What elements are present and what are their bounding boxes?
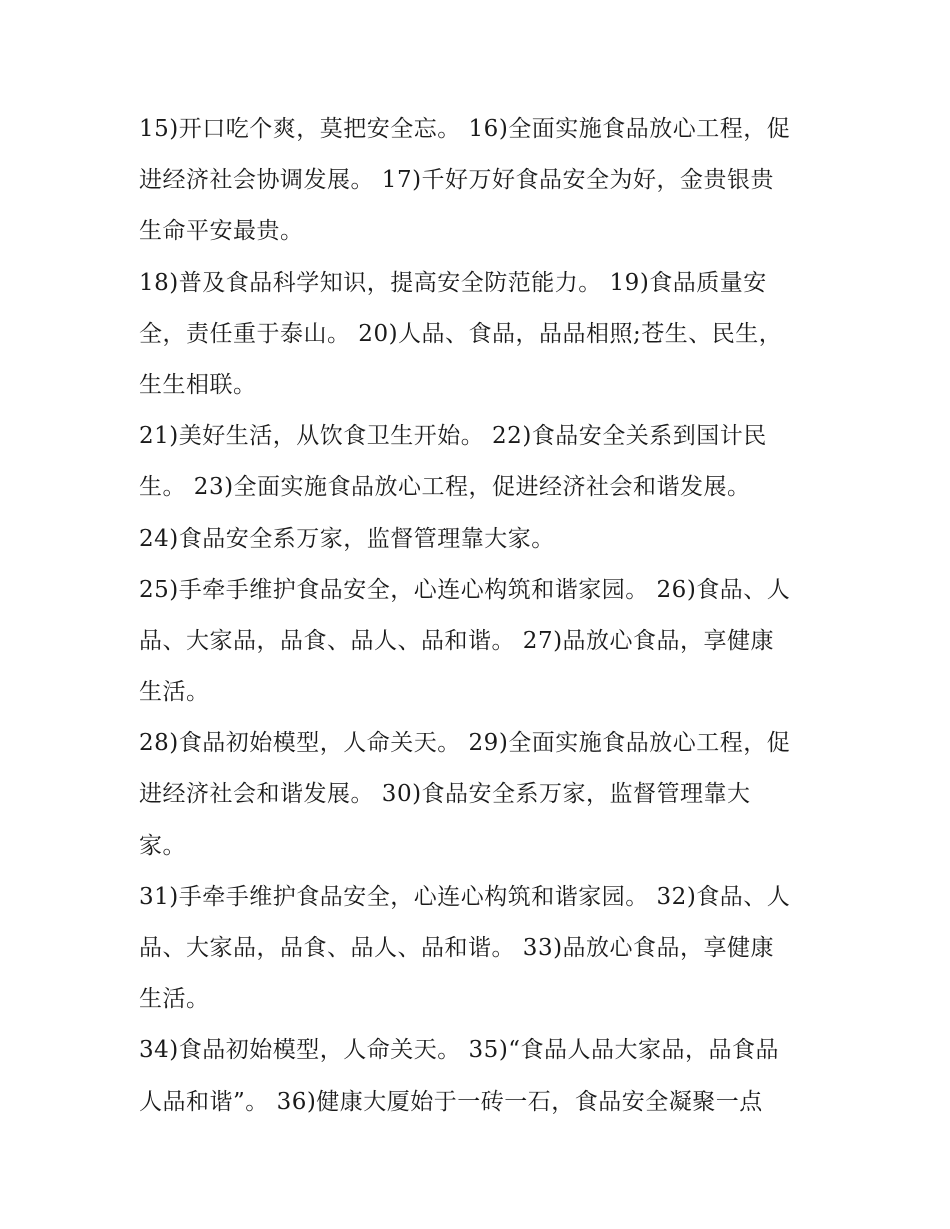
- text-line: 18)普及食品科学知识，提高安全防范能力。 19)食品质量安: [139, 269, 767, 296]
- text-line: 34)食品初始模型，人命关天。 35)“食品人品大家品，品食品: [139, 1037, 780, 1064]
- paragraph-25-27: [139, 565, 819, 719]
- text-line: 21)美好生活，从饮食卫生开始。 22)食品安全关系到国计民: [139, 423, 767, 450]
- text-line: 28)食品初始模型，人命关天。 29)全面实施食品放心工程，促: [139, 730, 791, 757]
- text-line: 品、大家品，品食、品人、品和谐。 33)品放心食品，享健康: [139, 935, 775, 961]
- text-line: 生。 23)全面实施食品放心工程，促进经济社会和谐发展。: [139, 474, 751, 501]
- text-line: 15)开口吃个爽，莫把安全忘。 16)全面实施食品放心工程，促: [139, 116, 791, 142]
- text-line: 进经济社会协调发展。 17)千好万好食品安全为好，金贵银贵: [139, 167, 775, 194]
- text-line: 生生相联。: [139, 371, 257, 398]
- text-line: 生活。: [139, 986, 210, 1013]
- text-line: 家。: [139, 832, 186, 859]
- paragraph-31-33: [139, 872, 819, 1026]
- paragraph-18-20: [139, 258, 819, 412]
- document-body: [139, 104, 819, 1128]
- text-line: 品、大家品，品食、品人、品和谐。 27)品放心食品，享健康: [139, 627, 775, 654]
- text-line: 生命平安最贵。: [139, 218, 304, 245]
- paragraph-28-30: [139, 718, 819, 872]
- text-line: 24)食品安全系万家，监督管理靠大家。: [139, 525, 555, 552]
- paragraph-21-23: [139, 411, 819, 513]
- text-line: 25)手牵手维护食品安全，心连心构筑和谐家园。 26)食品、人: [139, 576, 791, 603]
- text-line: 人品和谐”。 36)健康大厦始于一砖一石，食品安全凝聚一点: [139, 1088, 763, 1115]
- text-line: 全，责任重于泰山。 20)人品、食品，品品相照;苍生、民生，: [139, 320, 783, 347]
- text-line: 31)手牵手维护食品安全，心连心构筑和谐家园。 32)食品、人: [139, 883, 791, 910]
- paragraph-24: [139, 514, 819, 565]
- paragraph-15-17: [139, 104, 819, 258]
- paragraph-34-36: [139, 1025, 819, 1127]
- text-line: 进经济社会和谐发展。 30)食品安全系万家，监督管理靠大: [139, 781, 751, 808]
- text-line: 生活。: [139, 679, 210, 706]
